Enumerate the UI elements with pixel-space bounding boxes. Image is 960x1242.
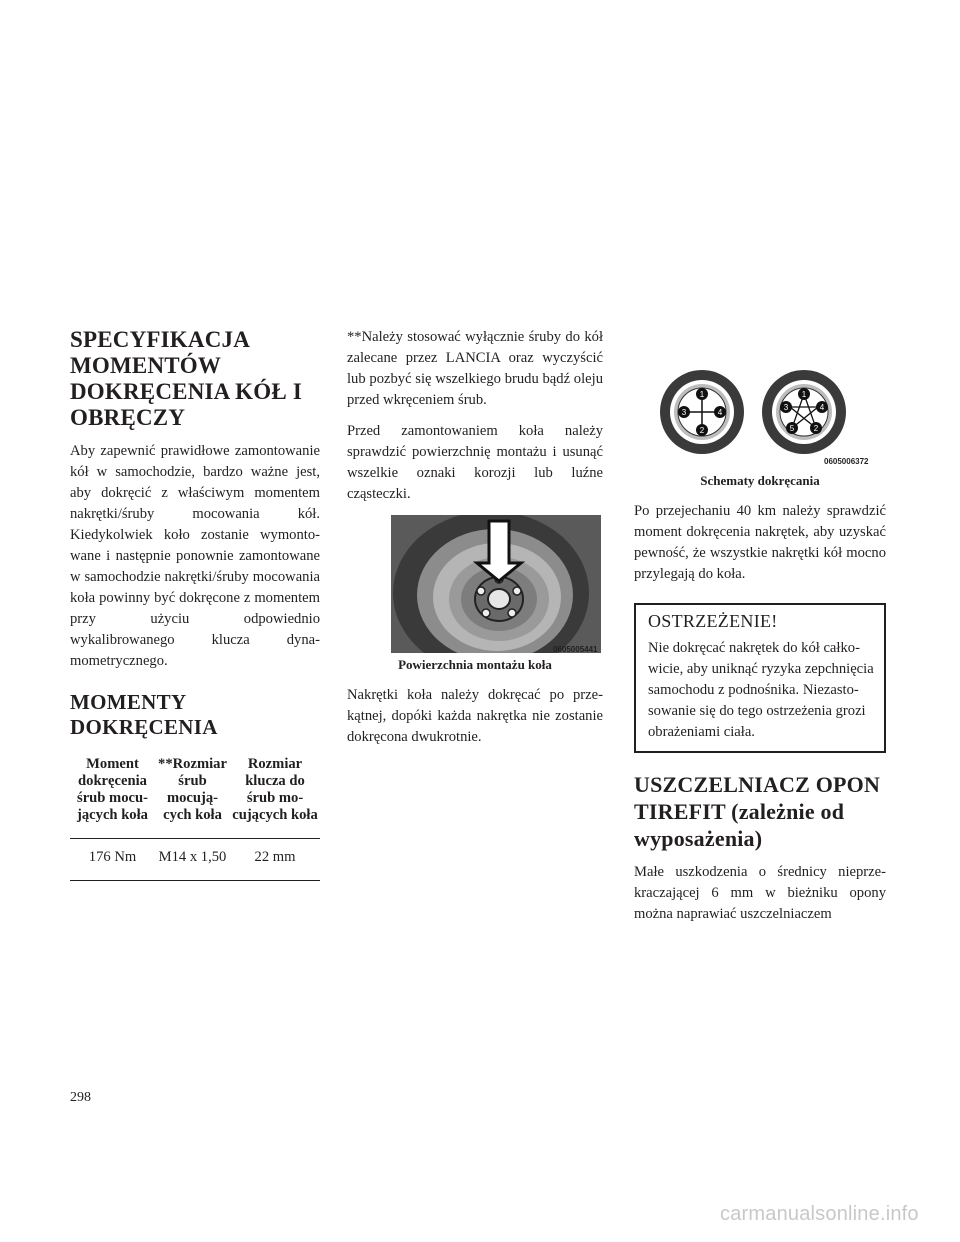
mounting-surface-paragraph: Przed zamontowaniem koła należy sprawdzić powierzchnię montażu i usunąć wszelkie oznaki korozji lub luźne cząsteczki.	[347, 423, 603, 502]
diagram-label: 4	[717, 408, 723, 417]
diagram-label: 3	[783, 403, 789, 412]
table-cell-wrench-size: 22 mm	[230, 839, 320, 881]
wheel-mounting-illustration	[391, 515, 601, 653]
column-left	[70, 327, 320, 881]
tightening-order-paragraph: Nakrętki koła należy dokręcać po przekątnej, dopóki każda nakrętka nie zostanie dokręcona dwukrotnie.	[347, 687, 603, 745]
column-middle	[347, 327, 603, 758]
warning-title: OSTRZEŻENIE!	[648, 611, 778, 631]
table-cell-torque: 176 Nm	[70, 839, 155, 881]
diagram-label: 5	[789, 424, 795, 433]
section-title-torque-spec: SPECYFIKACJA MOMENTÓW DOKRĘCENIA KÓŁ I OBRĘCZY	[70, 327, 302, 430]
figure-mounting-surface	[347, 515, 603, 653]
subsection-title-torque: MOMENTY DOKRĘCENIA	[70, 690, 218, 739]
diagram-label: 2	[699, 426, 705, 435]
figure-code: 0605006372	[824, 457, 869, 466]
table-cell-bolt-size: M14 x 1,50	[155, 839, 230, 881]
table-row	[70, 839, 320, 881]
page-number: 298	[70, 1090, 91, 1105]
figure-tightening-diagrams	[634, 327, 886, 469]
diagram-label: 1	[801, 390, 807, 399]
section-title-tirefit: USZCZELNIACZ OPON TIREFIT (zależnie od wyposażenia)	[634, 772, 881, 851]
figure-caption-mounting: Powierzchnia montażu koła	[398, 657, 552, 672]
figure-caption-diagrams: Schematy dokręcania	[700, 473, 820, 488]
table-header-torque: Moment dokręcenia śrub mocujących koła	[77, 756, 148, 823]
tightening-pattern-diagrams	[634, 327, 886, 469]
diagram-label: 2	[813, 424, 819, 433]
recheck-paragraph: Po przejechaniu 40 km należy sprawdzić moment dokręcenia nakrętek, aby uzyskać pewność, że wszystkie nakrętki kół mocno przylegają do koła.	[634, 503, 886, 582]
warning-text: Nie dokręcać nakrętek do kół całkowicie, aby uniknąć ryzyka zepchnięcia samochodu z podnośnika. Niezastosowanie się do tego ostrzeżenia grozi obrażeniami ciała.	[648, 640, 874, 740]
column-right	[634, 327, 886, 935]
diagram-label: 1	[699, 390, 705, 399]
intro-paragraph: Aby zapewnić prawidłowe zamontowanie kół w samochodzie, bardzo ważne jest, aby dokręcić z właściwym momentem nakrętki/śruby mocowania kół. Kiedykolwiek koło zostanie wymontowane i następnie ponownie zamontowane w samochodzie nakrętki/śruby mocowania koła powinny być dokręcone z momentem przy użyciu odpowiednio wykalibrowanego klucza dynamometrycznego.	[70, 443, 320, 669]
watermark: carmanualsonline.info	[720, 1203, 919, 1225]
figure-code: 0605005441	[553, 645, 598, 654]
tirefit-paragraph: Małe uszkodzenia o średnicy nieprzekraczającej 6 mm w bieżniku opony można naprawiać uszczelniaczem	[634, 864, 886, 922]
table-header-bolt-size: **Rozmiar śrub mocujących koła	[158, 756, 227, 823]
torque-table	[70, 756, 320, 881]
warning-box	[634, 603, 886, 753]
diagram-label: 3	[681, 408, 687, 417]
bolt-note-paragraph: **Należy stosować wyłącznie śruby do kół zalecane przez LANCIA oraz wyczyścić lub pozbyć się wszelkiego brudu bądź oleju przed wkręceniem śrub.	[347, 329, 603, 408]
table-header-wrench-size: Rozmiar klucza do śrub mocujących koła	[232, 756, 318, 823]
diagram-label: 4	[819, 403, 825, 412]
